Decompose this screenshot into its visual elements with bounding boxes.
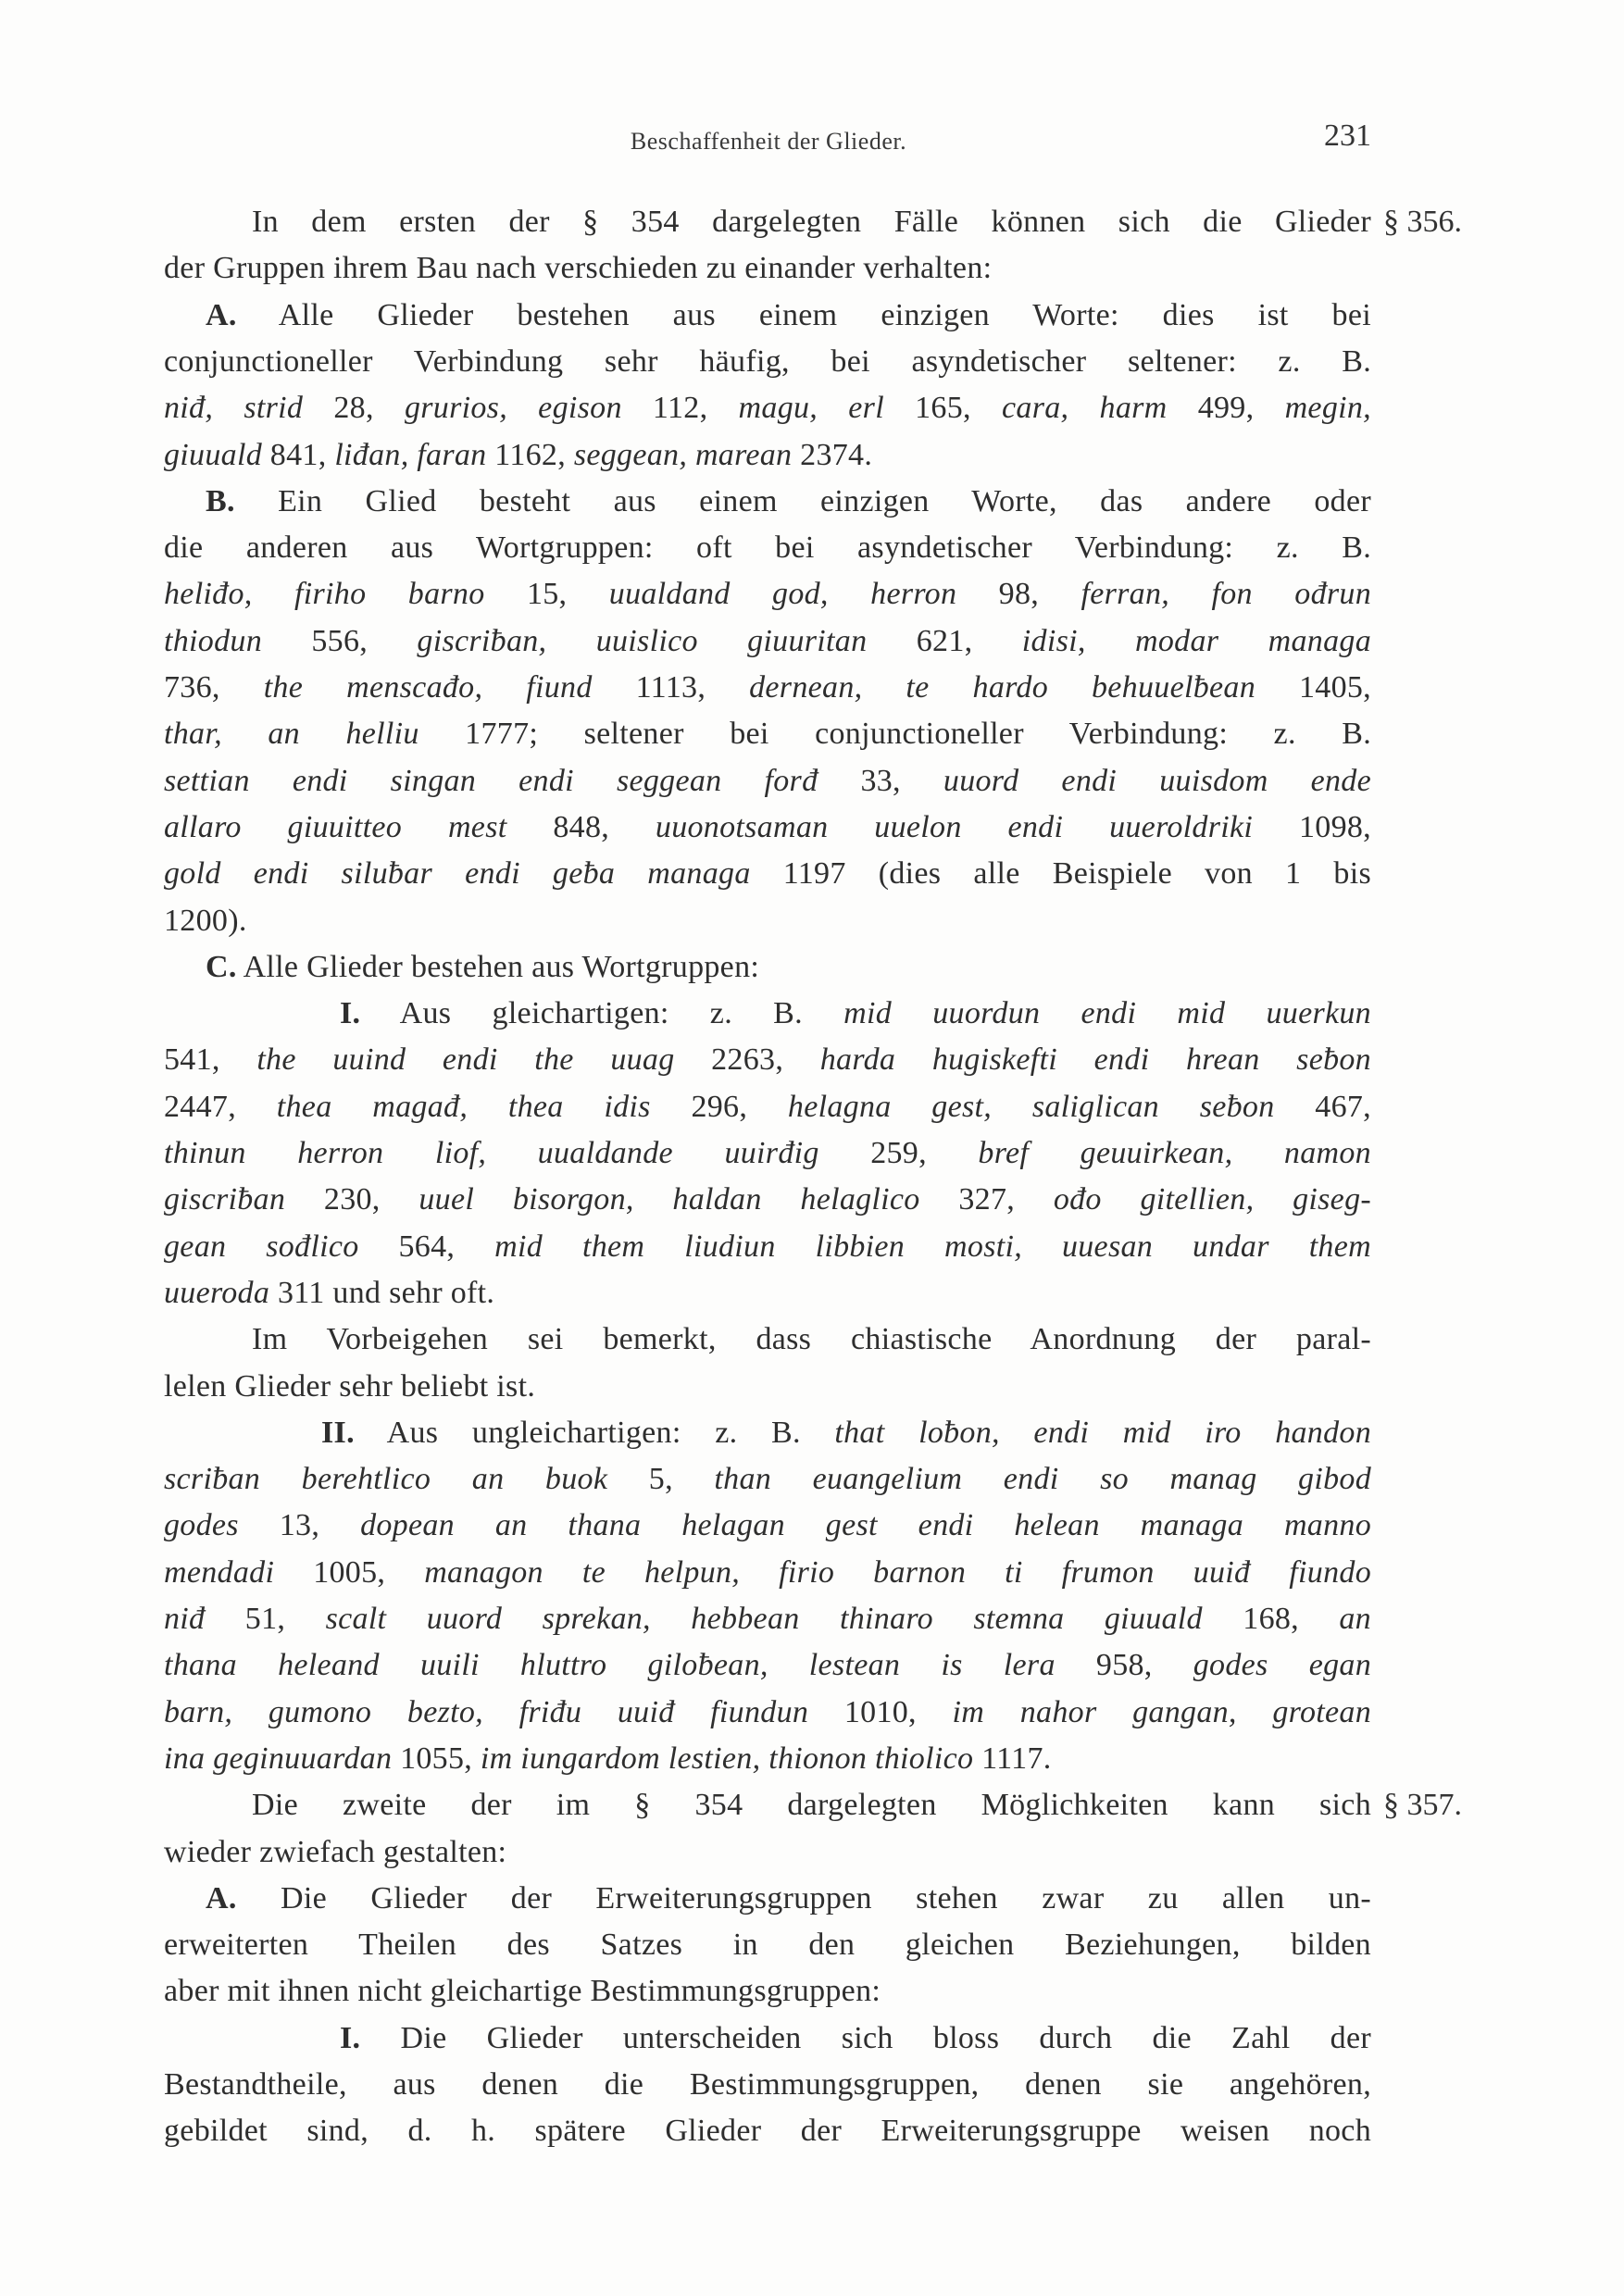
text-run: 13, — [238, 1508, 361, 1543]
text-line — [164, 1645, 1371, 1686]
italic-quotation: helagna gest, saliglican seƀon — [787, 1089, 1275, 1124]
section-label: A. — [206, 1880, 237, 1915]
running-title: Beschaffenheit der Glieder. — [630, 128, 907, 155]
section-label: I. — [340, 2020, 361, 2055]
italic-quotation: managon te helpun, firio barnon ti frumon uuiđ fiundo — [424, 1554, 1371, 1590]
text-line — [206, 947, 1371, 988]
text-run: 2447, — [164, 1089, 277, 1124]
text-line — [164, 621, 1371, 662]
text-run: 98, — [956, 577, 1081, 612]
text-line — [321, 1413, 1371, 1454]
italic-quotation: scalt uuord sprekan, hebbean thinaro stemna giuuald — [325, 1602, 1203, 1636]
text-run: 958, — [1055, 1648, 1193, 1683]
text-line — [164, 248, 1371, 289]
italic-quotation: uualdand god, herron — [608, 577, 957, 612]
italic-quotation: im iungardom lestien, thionon thiolico — [480, 1741, 974, 1776]
italic-quotation: thana heleand uuili hluttro giloƀean, lestean is lera — [164, 1648, 1056, 1683]
text-run: 28, — [303, 391, 405, 426]
text-run: 168, — [1202, 1602, 1340, 1636]
section-label: I. — [340, 996, 361, 1031]
text-line — [164, 528, 1371, 568]
text-run: aber mit ihnen nicht gleichartige Bestimmungsgruppen: — [164, 1974, 881, 2009]
section-label: A. — [206, 297, 237, 332]
text-line — [164, 1925, 1371, 1965]
italic-quotation: magu, erl — [738, 391, 884, 426]
text-line — [164, 1599, 1371, 1640]
text-line — [164, 761, 1371, 802]
italic-quotation: uuord endi uuisdom ende — [943, 763, 1371, 798]
text-run: 841, — [262, 437, 335, 472]
italic-quotation: idisi, modar managa — [1021, 623, 1371, 658]
text-line — [252, 202, 1371, 243]
italic-quotation: godes egan — [1193, 1648, 1371, 1683]
italic-quotation: dernean, te hardo behuuelƀean — [749, 670, 1255, 705]
section-label: II. — [321, 1415, 355, 1450]
text-line — [164, 435, 1371, 476]
text-run: 1200). — [164, 903, 247, 938]
italic-quotation: niđ — [164, 1602, 206, 1636]
text-line — [206, 1878, 1371, 1919]
text-run: 1117. — [973, 1741, 1052, 1776]
text-line — [206, 295, 1371, 336]
text-run: Aus ungleichartigen: z. B. — [354, 1415, 835, 1450]
text-run: Aus gleichartigen: z. B. — [360, 996, 844, 1031]
italic-quotation: the menscađo, fiund — [263, 670, 593, 705]
text-run: 1010, — [808, 1694, 953, 1729]
text-line — [164, 807, 1371, 848]
text-line — [252, 1785, 1371, 1826]
text-run: 499, — [1167, 391, 1285, 426]
text-run: Die Glieder der Erweiterungsgruppen stehen zwar zu allen un- — [236, 1880, 1371, 1915]
text-line — [164, 1505, 1371, 1546]
text-run: 564, — [358, 1229, 495, 1264]
text-line — [164, 1179, 1371, 1220]
text-run: Alle Glieder bestehen aus einem einzigen Worte: dies ist bei — [236, 297, 1371, 332]
text-line — [164, 1832, 1371, 1873]
text-line — [340, 993, 1371, 1034]
text-line — [164, 1087, 1371, 1128]
text-run: 467, — [1274, 1089, 1371, 1124]
italic-quotation: uuel bisorgon, haldan helaglico — [418, 1182, 920, 1217]
italic-quotation: mid uuordun endi mid uuerkun — [843, 996, 1371, 1031]
text-run: 5, — [607, 1462, 715, 1497]
text-run: 1162, — [486, 437, 574, 472]
italic-quotation: heliđo, firiho barno — [164, 577, 485, 612]
text-run: 1777; seltener bei conjunctioneller Verbindung: z. B. — [418, 717, 1371, 752]
italic-quotation: barn, gumono bezto, friđu uuiđ fiundun — [164, 1694, 809, 1729]
text-run: 541, — [164, 1042, 257, 1078]
italic-quotation: megin, — [1284, 391, 1371, 426]
text-run: erweiterten Theilen des Satzes in den gleichen Beziehungen, bilden — [164, 1928, 1371, 1963]
italic-quotation: harda hugiskefti endi hrean seƀon — [819, 1042, 1371, 1078]
text-line — [340, 2018, 1371, 2059]
text-run: Bestandtheile, aus denen die Bestimmungsgruppen, denen sie angehören, — [164, 2067, 1371, 2102]
text-run: conjunctioneller Verbindung sehr häufig, bei asyndetischer seltener: z. B. — [164, 343, 1371, 379]
italic-quotation: thiodun — [164, 623, 262, 658]
italic-quotation: bref geuuirkean, namon — [978, 1136, 1371, 1170]
section-marker-357: § 357. — [1383, 1788, 1462, 1822]
text-line — [164, 854, 1371, 894]
italic-quotation: godes — [164, 1508, 239, 1543]
section-label: C. — [206, 949, 237, 984]
italic-quotation: im nahor gangan, grotean — [952, 1694, 1371, 1729]
text-run: 1055, — [392, 1741, 481, 1776]
italic-quotation: cara, harm — [1002, 391, 1168, 426]
text-line — [164, 714, 1371, 755]
page-number: 231 — [1324, 119, 1371, 153]
section-marker-356: § 356. — [1383, 205, 1462, 239]
text-run: 296, — [650, 1089, 788, 1124]
text-run: 112, — [621, 391, 739, 426]
italic-quotation: the uuind endi the uuag — [256, 1042, 675, 1078]
text-run: lelen Glieder sehr beliebt ist. — [164, 1368, 536, 1404]
italic-quotation: scriƀan berehtlico an buok — [164, 1462, 608, 1497]
italic-quotation: giscriƀan, uuislico giuuritan — [417, 623, 868, 658]
italic-quotation: ferran, fon ođrun — [1081, 577, 1371, 612]
text-line — [164, 1366, 1371, 1407]
text-line — [164, 342, 1371, 382]
text-run: 259, — [818, 1136, 979, 1170]
text-run: Die zweite der im § 354 dargelegten Möglichkeiten kann sich — [252, 1788, 1371, 1823]
text-run: In dem ersten der § 354 dargelegten Fälle können sich die Glieder — [252, 205, 1371, 239]
text-run: 230, — [285, 1182, 419, 1217]
italic-quotation: ina geginuuardan — [164, 1741, 393, 1776]
italic-quotation: thinun herron liof, uualdande uuirđig — [164, 1136, 819, 1170]
text-line — [164, 388, 1371, 429]
italic-quotation: mid them liudiun libbien mosti, uuesan undar them — [494, 1229, 1371, 1264]
italic-quotation: thea magađ, thea idis — [276, 1089, 651, 1124]
italic-quotation: uueroda — [164, 1275, 270, 1310]
text-run: 736, — [164, 670, 264, 705]
text-run: wieder zwiefach gestalten: — [164, 1834, 507, 1869]
text-run: gebildet sind, d. h. spätere Glieder der Erweiterungsgruppe weisen noch — [164, 2114, 1371, 2149]
text-run: 1405, — [1255, 670, 1371, 705]
text-line — [164, 1227, 1371, 1267]
text-line — [164, 1692, 1371, 1733]
text-run: 1113, — [592, 670, 750, 705]
italic-quotation: gean sođlico — [164, 1229, 359, 1264]
italic-quotation: an — [1339, 1602, 1371, 1636]
text-run: Im Vorbeigehen sei bemerkt, dass chiastische Anordnung der paral- — [252, 1322, 1371, 1357]
text-run: 1197 (dies alle Beispiele von 1 bis — [750, 856, 1371, 892]
text-run: 556, — [262, 623, 418, 658]
text-line — [252, 1319, 1371, 1360]
text-run: 51, — [205, 1602, 326, 1636]
text-run: Ein Glied besteht aus einem einzigen Worte, das andere oder — [234, 483, 1371, 518]
text-line — [206, 481, 1371, 522]
italic-quotation: dopean an thana helagan gest endi helean managa manno — [360, 1508, 1372, 1543]
text-run: der Gruppen ihrem Bau nach verschieden zu einander verhalten: — [164, 251, 993, 286]
section-label: B. — [206, 483, 235, 518]
italic-quotation: niđ, strid — [164, 391, 304, 426]
text-run: 848, — [506, 809, 656, 844]
text-run: 165, — [883, 391, 1003, 426]
italic-quotation: ođo gitellien, giseg- — [1053, 1182, 1371, 1217]
text-run: 621, — [867, 623, 1022, 658]
italic-quotation: than euangelium endi so manag gibod — [714, 1462, 1371, 1497]
text-line — [164, 1133, 1371, 1174]
text-line — [164, 2111, 1371, 2152]
text-run: 33, — [818, 763, 943, 798]
text-run: 1098, — [1253, 809, 1371, 844]
text-run: 311 und sehr oft. — [269, 1275, 495, 1310]
text-run: 15, — [484, 577, 609, 612]
text-run: 1005, — [274, 1554, 425, 1590]
italic-quotation: giuuald — [164, 437, 262, 472]
text-run: 2263, — [674, 1042, 820, 1078]
text-line — [164, 668, 1371, 708]
text-line — [164, 1553, 1371, 1593]
italic-quotation: giscriƀan — [164, 1182, 286, 1217]
italic-quotation: settian endi singan endi seggean forđ — [164, 763, 818, 798]
italic-quotation: liđan, faran — [334, 437, 487, 472]
text-line — [164, 1971, 1371, 2012]
italic-quotation: seggean, marean — [573, 437, 793, 472]
italic-quotation: gold endi siluƀar endi geƀa managa — [164, 856, 751, 892]
text-run: Alle Glieder bestehen aus Wortgruppen: — [236, 949, 760, 984]
text-run: Die Glieder unterscheiden sich bloss durch die Zahl der — [360, 2020, 1371, 2055]
italic-quotation: allaro giuuitteo mest — [164, 809, 507, 844]
text-line — [164, 1459, 1371, 1500]
text-line — [164, 1739, 1371, 1779]
italic-quotation: that loƀon, endi mid iro handon — [834, 1415, 1371, 1450]
text-run: die anderen aus Wortgruppen: oft bei asyndetischer Verbindung: z. B. — [164, 530, 1371, 566]
italic-quotation: uuonotsaman uuelon endi uueroldriki — [655, 809, 1254, 844]
italic-quotation: thar, an helliu — [164, 717, 419, 752]
text-run: 327, — [919, 1182, 1054, 1217]
text-line — [164, 901, 1371, 942]
italic-quotation: grurios, egison — [404, 391, 622, 426]
italic-quotation: mendadi — [164, 1554, 275, 1590]
text-line — [164, 574, 1371, 615]
text-line — [164, 1040, 1371, 1080]
text-line — [164, 1273, 1371, 1314]
text-run: 2374. — [792, 437, 873, 472]
text-line — [164, 2065, 1371, 2105]
